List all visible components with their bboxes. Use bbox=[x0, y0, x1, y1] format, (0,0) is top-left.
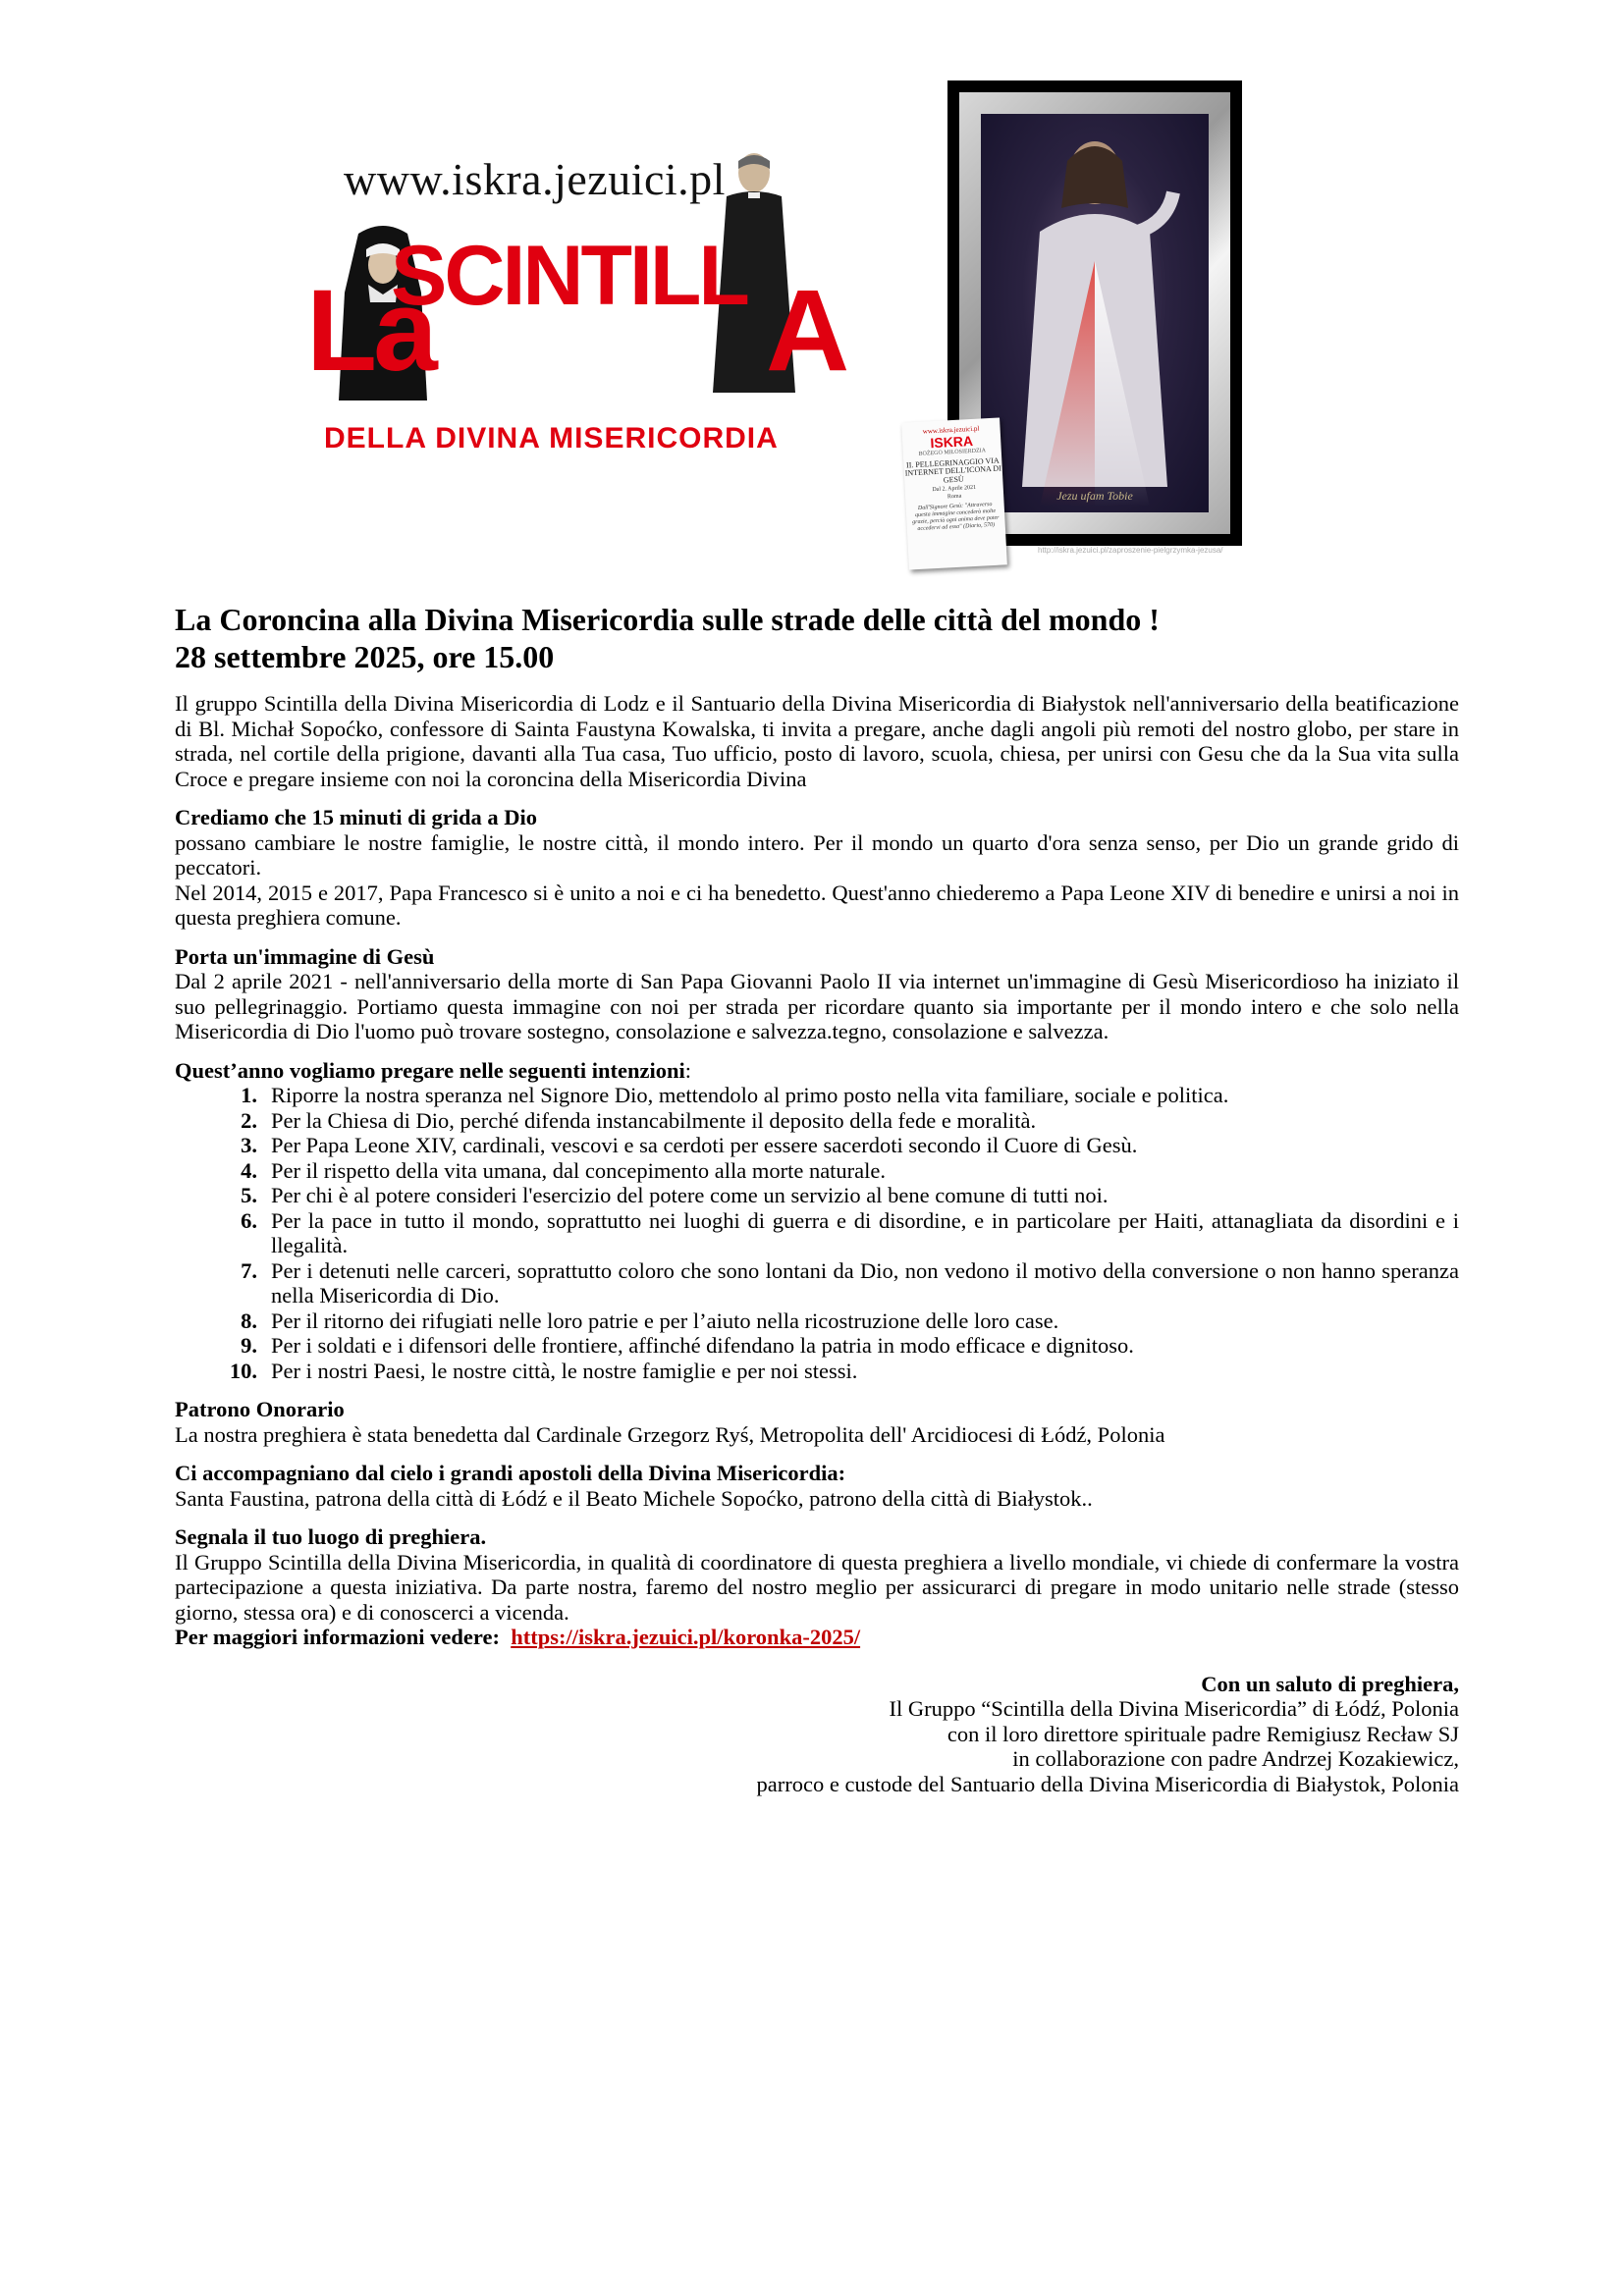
divine-mercy-painting bbox=[981, 114, 1209, 512]
section-15-minutes-text-1: possano cambiare le nostre famiglie, le nostre città, il mondo intero. Per il mondo un quarto d'ora senza senso, per Dio un grande grido di peccatori. bbox=[175, 829, 1459, 880]
intro-paragraph: Il gruppo Scintilla della Divina Misericordia di Lodz e il Santuario della Divina Misericordia di Białystok nell'anniversario della beatificazione di Bl. Michał Sopoćko, confessore di Sainta Faustyna Kowalska, ti invita a pregare, anche dagli angoli più remoti del nostro globo, per stare in strada, nel cortile della prigione, davanti alla Tua casa, Tuo ufficio, posto di lavoro, scuola, chiesa, per unirsi con Gesu che da la Sua vita sulla Croce e pregare insieme con noi la coroncina della Misericordia Divina bbox=[175, 691, 1459, 791]
list-number: 3. bbox=[241, 1133, 257, 1157]
list-text: Per chi è al potere consideri l'esercizio del potere come un servizio al bene comune di tutti noi. bbox=[271, 1183, 1109, 1207]
patron-heading: Patrono Onorario bbox=[175, 1397, 345, 1421]
list-text: Per i detenuti nelle carceri, soprattutto coloro che sono lontani da Dio, non vedono il motivo della conversione o non hanno speranza nella Misericordia di Dio. bbox=[271, 1257, 1459, 1308]
logo-url: www.iskra.jezuici.pl bbox=[344, 154, 726, 204]
signature-line-2: con il loro direttore spirituale padre Remigiusz Recław SJ bbox=[947, 1721, 1459, 1746]
leaflet-place: Roma bbox=[947, 493, 962, 501]
page-title bbox=[175, 601, 1459, 675]
document-body bbox=[175, 601, 1459, 1796]
intentions-list bbox=[175, 1083, 1459, 1383]
list-item bbox=[175, 1158, 1459, 1184]
image-url: http://iskra.jezuici.pl/zaproszenie-pielgrzymka-jezusa/ bbox=[1038, 546, 1223, 555]
list-text: Per il rispetto della vita umana, dal concepimento alla morte naturale. bbox=[271, 1157, 887, 1183]
leaflet-title: ISKRA bbox=[930, 432, 974, 452]
logo-subtitle: DELLA DIVINA MISERICORDIA bbox=[324, 422, 779, 454]
list-number: 10. bbox=[229, 1358, 257, 1383]
signature-line-3: in collaborazione con padre Andrzej Kozakiewicz, bbox=[1012, 1746, 1459, 1771]
list-item bbox=[175, 1308, 1459, 1334]
jesus-figure-icon bbox=[981, 114, 1209, 512]
list-number: 4. bbox=[241, 1157, 257, 1183]
title-line-1: La Coroncina alla Divina Misericordia sulle strade delle città del mondo ! bbox=[175, 602, 1160, 637]
list-item bbox=[175, 1133, 1459, 1158]
leaflet-date: Dal 2. Aprile 2021 bbox=[932, 485, 977, 494]
list-item bbox=[175, 1183, 1459, 1208]
title-line-2: 28 settembre 2025, ore 15.00 bbox=[175, 639, 555, 674]
list-text: Per la Chiesa di Dio, perché difenda instancabilmente il deposito della fede e moralità. bbox=[271, 1107, 1037, 1133]
list-text: Per la pace in tutto il mondo, soprattutto nei luoghi di guerra e di disordine, e in particolare per Haiti, attanagliata da disordini e i llegalità. bbox=[271, 1207, 1459, 1257]
list-number: 7. bbox=[241, 1257, 257, 1283]
signature-greeting: Con un saluto di preghiera, bbox=[1201, 1671, 1459, 1696]
logo-word-scintill: SCINTILL bbox=[391, 229, 747, 323]
intentions-heading bbox=[175, 1058, 1459, 1084]
list-number: 9. bbox=[241, 1333, 257, 1358]
list-text: Per Papa Leone XIV, cardinali, vescovi e sa cerdoti per essere sacerdoti secondo il Cuore di Gesù. bbox=[271, 1133, 1138, 1157]
more-info-line bbox=[175, 1625, 1459, 1650]
list-item bbox=[175, 1333, 1459, 1359]
list-item bbox=[175, 1359, 1459, 1384]
more-info-label: Per maggiori informazioni vedere: bbox=[175, 1625, 500, 1649]
list-text: Riporre la nostra speranza nel Signore Dio, mettendolo al primo posto nella vita familiare, sociale e politica. bbox=[271, 1083, 1229, 1107]
pilgrimage-leaflet bbox=[901, 417, 1007, 569]
list-item bbox=[175, 1083, 1459, 1108]
leaflet-url: www.iskra.jezuici.pl bbox=[922, 424, 980, 436]
apostles-text: Santa Faustina, patrona della città di Łódź e il Beato Michele Sopoćko, patrono della città di Białystok.. bbox=[175, 1485, 1093, 1511]
list-number: 5. bbox=[241, 1183, 257, 1207]
intentions-heading-text: Quest’anno vogliamo pregare nelle seguenti intenzioni bbox=[175, 1057, 685, 1083]
list-text: Per i soldati e i difensori delle frontiere, affinché difendano la patria in modo efficace e dignitoso. bbox=[271, 1333, 1134, 1358]
apostles-heading: Ci accompagniano dal cielo i grandi apostoli della Divina Misericordia: bbox=[175, 1461, 846, 1485]
signature-block bbox=[175, 1672, 1459, 1797]
signature-line-4: parroco e custode del Santuario della Divina Misericordia di Białystok, Polonia bbox=[756, 1771, 1459, 1796]
signature-line-1: Il Gruppo “Scintilla della Divina Misericordia” di Łódź, Polonia bbox=[889, 1696, 1459, 1721]
leaflet-quote: Dall'Signore Gesù: "Attraverso questa immagine concederò molte grazie, perciò ogni anima deve poter accedervi ad essa" (Diario, 570) bbox=[912, 502, 1000, 532]
list-number: 2. bbox=[241, 1107, 257, 1133]
section-image-text: Dal 2 aprile 2021 - nell'anniversario della morte di San Papa Giovanni Paolo II via internet un'immagine di Gesù Misericordioso ha iniziato il suo pellegrinaggio. Portiamo questa immagine con noi per strada per ricordare quanto sia importante per il mondo intero e che solo nella Misericordia di Dio l'uomo può trovare sostegno, consolazione e salvezza.tegno, consolazione e salvezza. bbox=[175, 969, 1459, 1043]
section-heading-image: Porta un'immagine di Gesù bbox=[175, 943, 435, 969]
list-text: Per il ritorno dei rifugiati nelle loro patrie e per l’aiuto nella ricostruzione delle loro case. bbox=[271, 1308, 1059, 1333]
signal-text: Il Gruppo Scintilla della Divina Misericordia, in qualità di coordinatore di questa preghiera a livello mondiale, vi chiede di confermare la vostra partecipazione a questa iniziativa. Da parte nostra, faremo del nostro meglio per assicurarci di pregare in modo unitario nelle strade (stesso giorno, stessa ora) e di conoscerci a vicenda. bbox=[175, 1549, 1459, 1625]
list-item bbox=[175, 1108, 1459, 1134]
logo-word-a: A bbox=[766, 266, 850, 396]
list-number: 8. bbox=[241, 1308, 257, 1333]
list-item bbox=[175, 1258, 1459, 1308]
list-item bbox=[175, 1208, 1459, 1258]
section-heading-15-minutes: Crediamo che 15 minuti di grida a Dio bbox=[175, 805, 537, 829]
koronka-link[interactable]: https://iskra.jezuici.pl/koronka-2025/ bbox=[511, 1625, 861, 1649]
list-number: 6. bbox=[241, 1207, 257, 1233]
painting-caption: Jezu ufam Tobie bbox=[1056, 489, 1133, 503]
signal-heading: Segnala il tuo luogo di preghiera. bbox=[175, 1524, 487, 1549]
leaflet-heading: II. PELLEGRINAGGIO VIA INTERNET DELL'ICONA DI GESÙ bbox=[904, 455, 1002, 485]
leaflet-subtitle: BOŻEGO MIŁOSIERDZIA bbox=[918, 448, 987, 457]
patron-text: La nostra preghiera è stata benedetta dal Cardinale Grzegorz Ryś, Metropolita dell' Arcidiocesi di Łódź, Polonia bbox=[175, 1421, 1165, 1447]
logo-word-la: La bbox=[306, 266, 434, 396]
section-15-minutes-text-2: Nel 2014, 2015 e 2017, Papa Francesco si è unito a noi e ci ha benedetto. Quest'anno chiederemo a Papa Leone XIV di benedire e unirsi a noi in questa preghiera comune. bbox=[175, 880, 1459, 930]
intentions-colon: : bbox=[684, 1057, 692, 1083]
list-number: 1. bbox=[241, 1083, 257, 1107]
list-text: Per i nostri Paesi, le nostre città, le nostre famiglie e per noi stessi. bbox=[271, 1358, 858, 1383]
